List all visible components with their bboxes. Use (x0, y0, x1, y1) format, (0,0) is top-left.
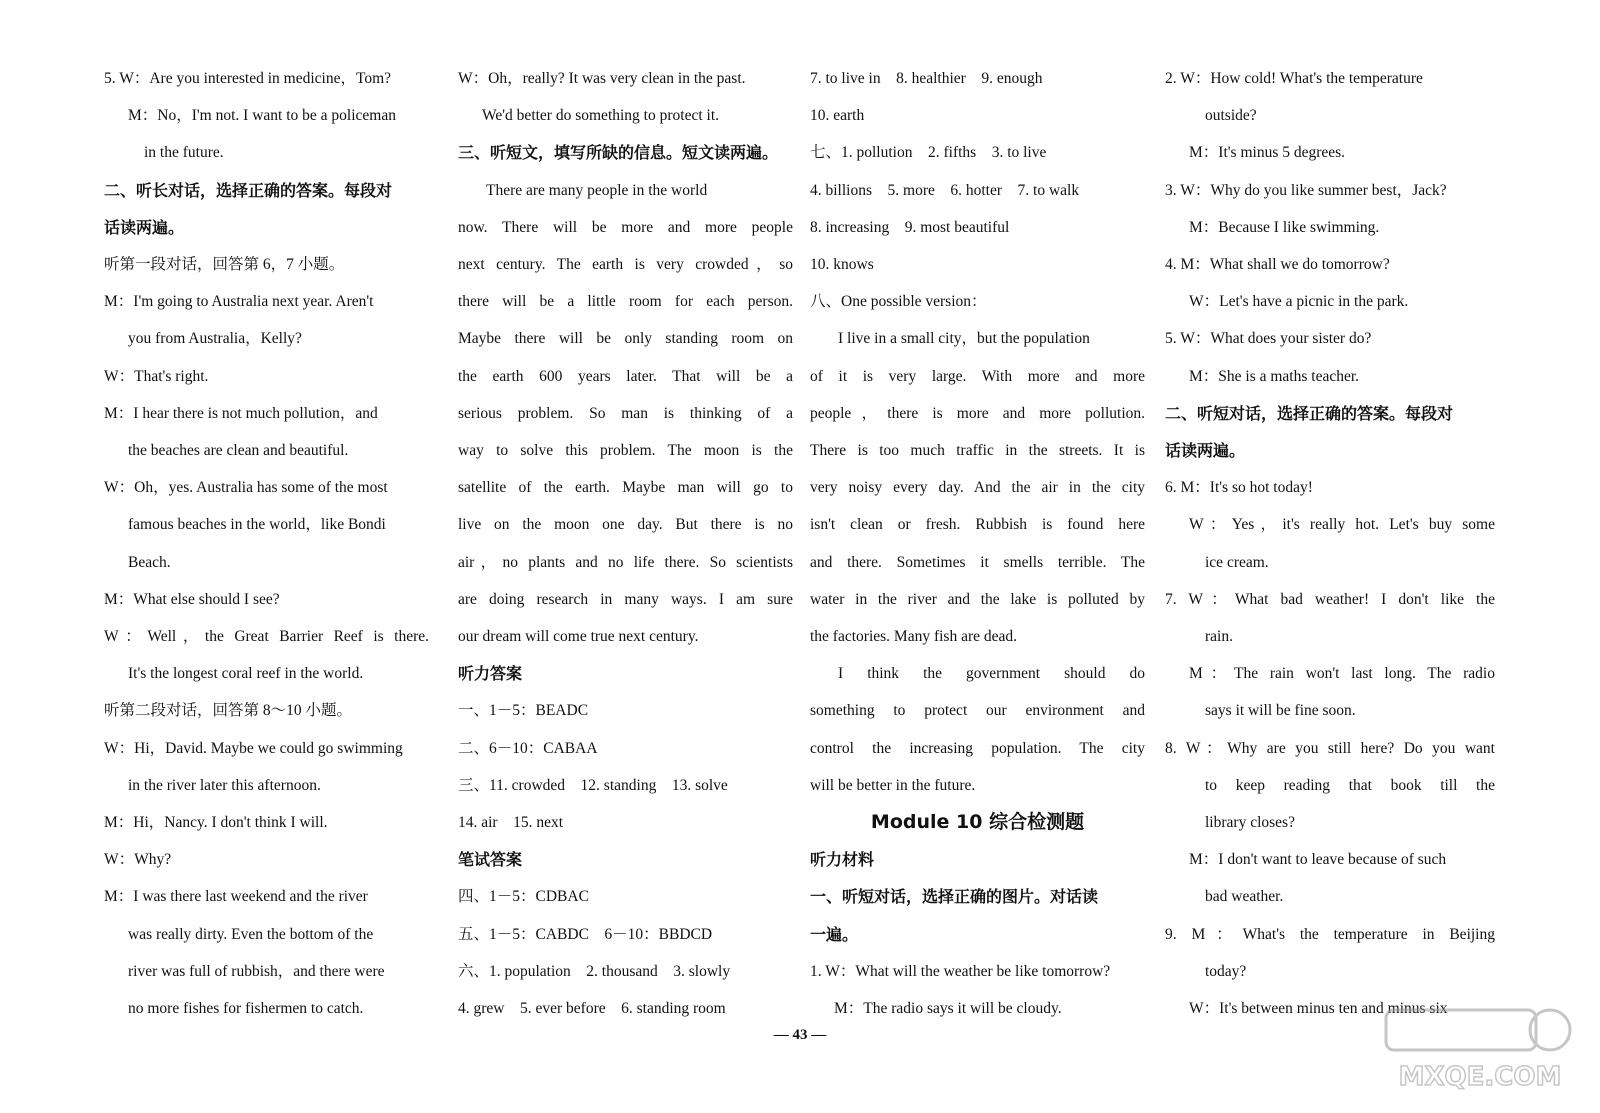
text-line: today? (1205, 962, 1247, 980)
text-line: and there. Sometimes it smells terrible. The (810, 553, 1145, 571)
text-line: M：I was there last weekend and the river (104, 888, 368, 906)
text-line: you from Australia，Kelly? (128, 330, 302, 348)
text-line: was really dirty. Even the bottom of the (128, 925, 374, 943)
text-line: M：I hear there is not much pollution，and (104, 404, 378, 422)
text-line: 七、1. pollution 2. fifths 3. to live (810, 144, 1047, 162)
column-1 (104, 60, 429, 1027)
text-line: 听第一段对话，回答第 6，7 小题。 (104, 256, 345, 274)
text-line: in the future. (144, 144, 224, 162)
text-line: ice cream. (1205, 553, 1269, 571)
text-line: I live in a small city，but the population (838, 330, 1090, 348)
text-line: people，there is more and more pollution. (810, 404, 1145, 422)
text-line: 五、1－5：CABDC 6－10：BBDCD (458, 925, 713, 943)
text-line: Maybe there will be only standing room on (458, 330, 793, 348)
text-line: library closes? (1205, 814, 1295, 832)
text-line: M：It's minus 5 degrees. (1189, 144, 1346, 162)
text-line: M：What else should I see? (104, 590, 280, 608)
text-line: next century. The earth is very crowded，so (458, 256, 793, 274)
text-line: 10. earth (810, 107, 865, 125)
text-line: 6. M：It's so hot today! (1165, 479, 1313, 497)
text-line: to keep reading that book till the (1205, 776, 1495, 794)
section-heading: 笔试答案 (458, 850, 523, 870)
text-line: Beach. (128, 553, 171, 571)
text-line: M：The rain won't last long. The radio (1189, 665, 1495, 683)
text-line: the factories. Many fish are dead. (810, 628, 1018, 646)
text-line: M：Because I like swimming. (1189, 218, 1380, 236)
text-line: W：Let's have a picnic in the park. (1189, 293, 1409, 311)
text-line: There is too much traffic in the streets. It is (810, 442, 1145, 460)
text-line: M：The radio says it will be cloudy. (834, 1000, 1062, 1018)
text-line: 二、6－10：CABAA (458, 739, 598, 757)
text-line: There are many people in the world (486, 181, 708, 199)
text-line: are doing research in many ways. I am sure (458, 590, 793, 608)
text-line: satellite of the earth. Maybe man will go to (458, 479, 793, 497)
text-line: outside? (1205, 107, 1257, 125)
text-line: there will be a little room for each person. (458, 293, 793, 311)
column-4 (1165, 60, 1495, 1027)
text-line: 8. increasing 9. most beautiful (810, 218, 1010, 236)
text-line: water in the river and the lake is polluted by (810, 590, 1145, 608)
text-line: 9. M：What's the temperature in Beijing (1165, 925, 1495, 943)
text-line: W：That's right. (104, 367, 209, 385)
column-3 (810, 60, 1145, 1027)
text-line: now. There will be more and more people (458, 218, 793, 236)
text-line: will be better in the future. (810, 776, 976, 794)
text-line: 四、1－5：CDBAC (458, 888, 589, 906)
text-line: M：She is a maths teacher. (1189, 367, 1360, 385)
text-line: W：Hi，David. Maybe we could go swimming (104, 739, 403, 757)
text-line: bad weather. (1205, 888, 1284, 906)
text-line: 2. W：How cold! What's the temperature (1165, 70, 1423, 87)
text-line: 7. to live in 8. healthier 9. enough (810, 70, 1043, 87)
text-line: isn't clean or fresh. Rubbish is found here (810, 516, 1145, 534)
section-heading: 话读两遍。 (1165, 441, 1246, 461)
text-line: air，no plants and no life there. So scientists (458, 553, 793, 571)
section-heading: 一、听短对话，选择正确的图片。对话读 (810, 887, 1099, 907)
text-line: W：Yes，it's really hot. Let's buy some (1189, 516, 1495, 534)
text-line: 7. W：What bad weather! I don't like the (1165, 590, 1495, 608)
text-line: W：Oh，really? It was very clean in the past. (458, 70, 746, 87)
text-line: M：I'm going to Australia next year. Aren't (104, 293, 374, 311)
text-line: 听第二段对话，回答第 8～10 小题。 (104, 702, 353, 720)
section-heading: 听力答案 (458, 664, 523, 684)
section-heading: 一遍。 (810, 924, 859, 944)
text-line: says it will be fine soon. (1205, 702, 1356, 720)
column-2 (458, 60, 793, 1027)
text-line: 六、1. population 2. thousand 3. slowly (458, 962, 731, 980)
text-line: 4. billions 5. more 6. hotter 7. to walk (810, 181, 1080, 199)
text-line: control the increasing population. The city (810, 739, 1145, 757)
svg-text:MXQE.COM: MXQE.COM (1398, 1062, 1562, 1092)
text-line: in the river later this afternoon. (128, 776, 321, 794)
text-line: the earth 600 years later. That will be a (458, 367, 793, 385)
text-line: We'd better do something to protect it. (482, 107, 720, 125)
text-line: rain. (1205, 628, 1233, 646)
module-title: Module 10 综合检测题 (870, 811, 1085, 834)
section-heading: 话读两遍。 (104, 217, 185, 237)
text-line: M：Hi，Nancy. I don't think I will. (104, 814, 328, 832)
watermark-logo (1380, 1000, 1580, 1100)
text-line: M：I don't want to leave because of such (1189, 851, 1447, 869)
text-line: 3. W：Why do you like summer best，Jack? (1165, 181, 1447, 199)
text-line: river was full of rubbish，and there were (128, 962, 385, 980)
text-line: 一、1－5：BEADC (458, 702, 589, 720)
text-line: serious problem. So man is thinking of a (458, 404, 793, 422)
text-line: W：Oh，yes. Australia has some of the most (104, 479, 388, 497)
text-line: our dream will come true next century. (458, 628, 699, 646)
page-number: — 43 — (773, 1027, 827, 1043)
text-line: M：No，I'm not. I want to be a policeman (128, 107, 396, 125)
section-heading: 三、听短文，填写所缺的信息。短文读两遍。 (458, 143, 779, 163)
section-heading: 二、听长对话，选择正确的答案。每段对 (104, 180, 393, 200)
text-line: very noisy every day. And the air in the city (810, 479, 1145, 497)
text-line: W：It's between minus ten and minus six (1189, 1000, 1448, 1018)
text-line: 4. M：What shall we do tomorrow? (1165, 256, 1390, 274)
section-heading: 听力材料 (810, 850, 875, 870)
text-line: famous beaches in the world，like Bondi (128, 516, 386, 534)
text-line: It's the longest coral reef in the world. (128, 665, 364, 683)
text-line: 4. grew 5. ever before 6. standing room (458, 1000, 726, 1018)
text-line: W：Why? (104, 851, 172, 869)
text-line: 10. knows (810, 256, 874, 274)
text-line: 三、11. crowded 12. standing 13. solve (458, 776, 728, 794)
text-line: 5. W：What does your sister do? (1165, 330, 1372, 348)
text-line: no more fishes for fishermen to catch. (128, 1000, 364, 1018)
text-line: 8. W：Why are you still here? Do you want (1165, 739, 1495, 757)
text-line: 5. W：Are you interested in medicine，Tom? (104, 70, 392, 87)
text-line: W：Well，the Great Barrier Reef is there. (104, 628, 429, 646)
section-heading: 二、听短对话，选择正确的答案。每段对 (1165, 403, 1454, 423)
text-line: way to solve this problem. The moon is the (458, 442, 793, 460)
text-line: the beaches are clean and beautiful. (128, 442, 349, 460)
text-line: I think the government should do (838, 665, 1145, 683)
text-line: 1. W：What will the weather be like tomorrow? (810, 962, 1111, 980)
text-line: live on the moon one day. But there is no (458, 516, 793, 534)
text-line: 八、One possible version： (810, 293, 987, 311)
text-line: of it is very large. With more and more (810, 367, 1145, 385)
text-line: something to protect our environment and (810, 702, 1145, 720)
text-line: 14. air 15. next (458, 814, 564, 832)
